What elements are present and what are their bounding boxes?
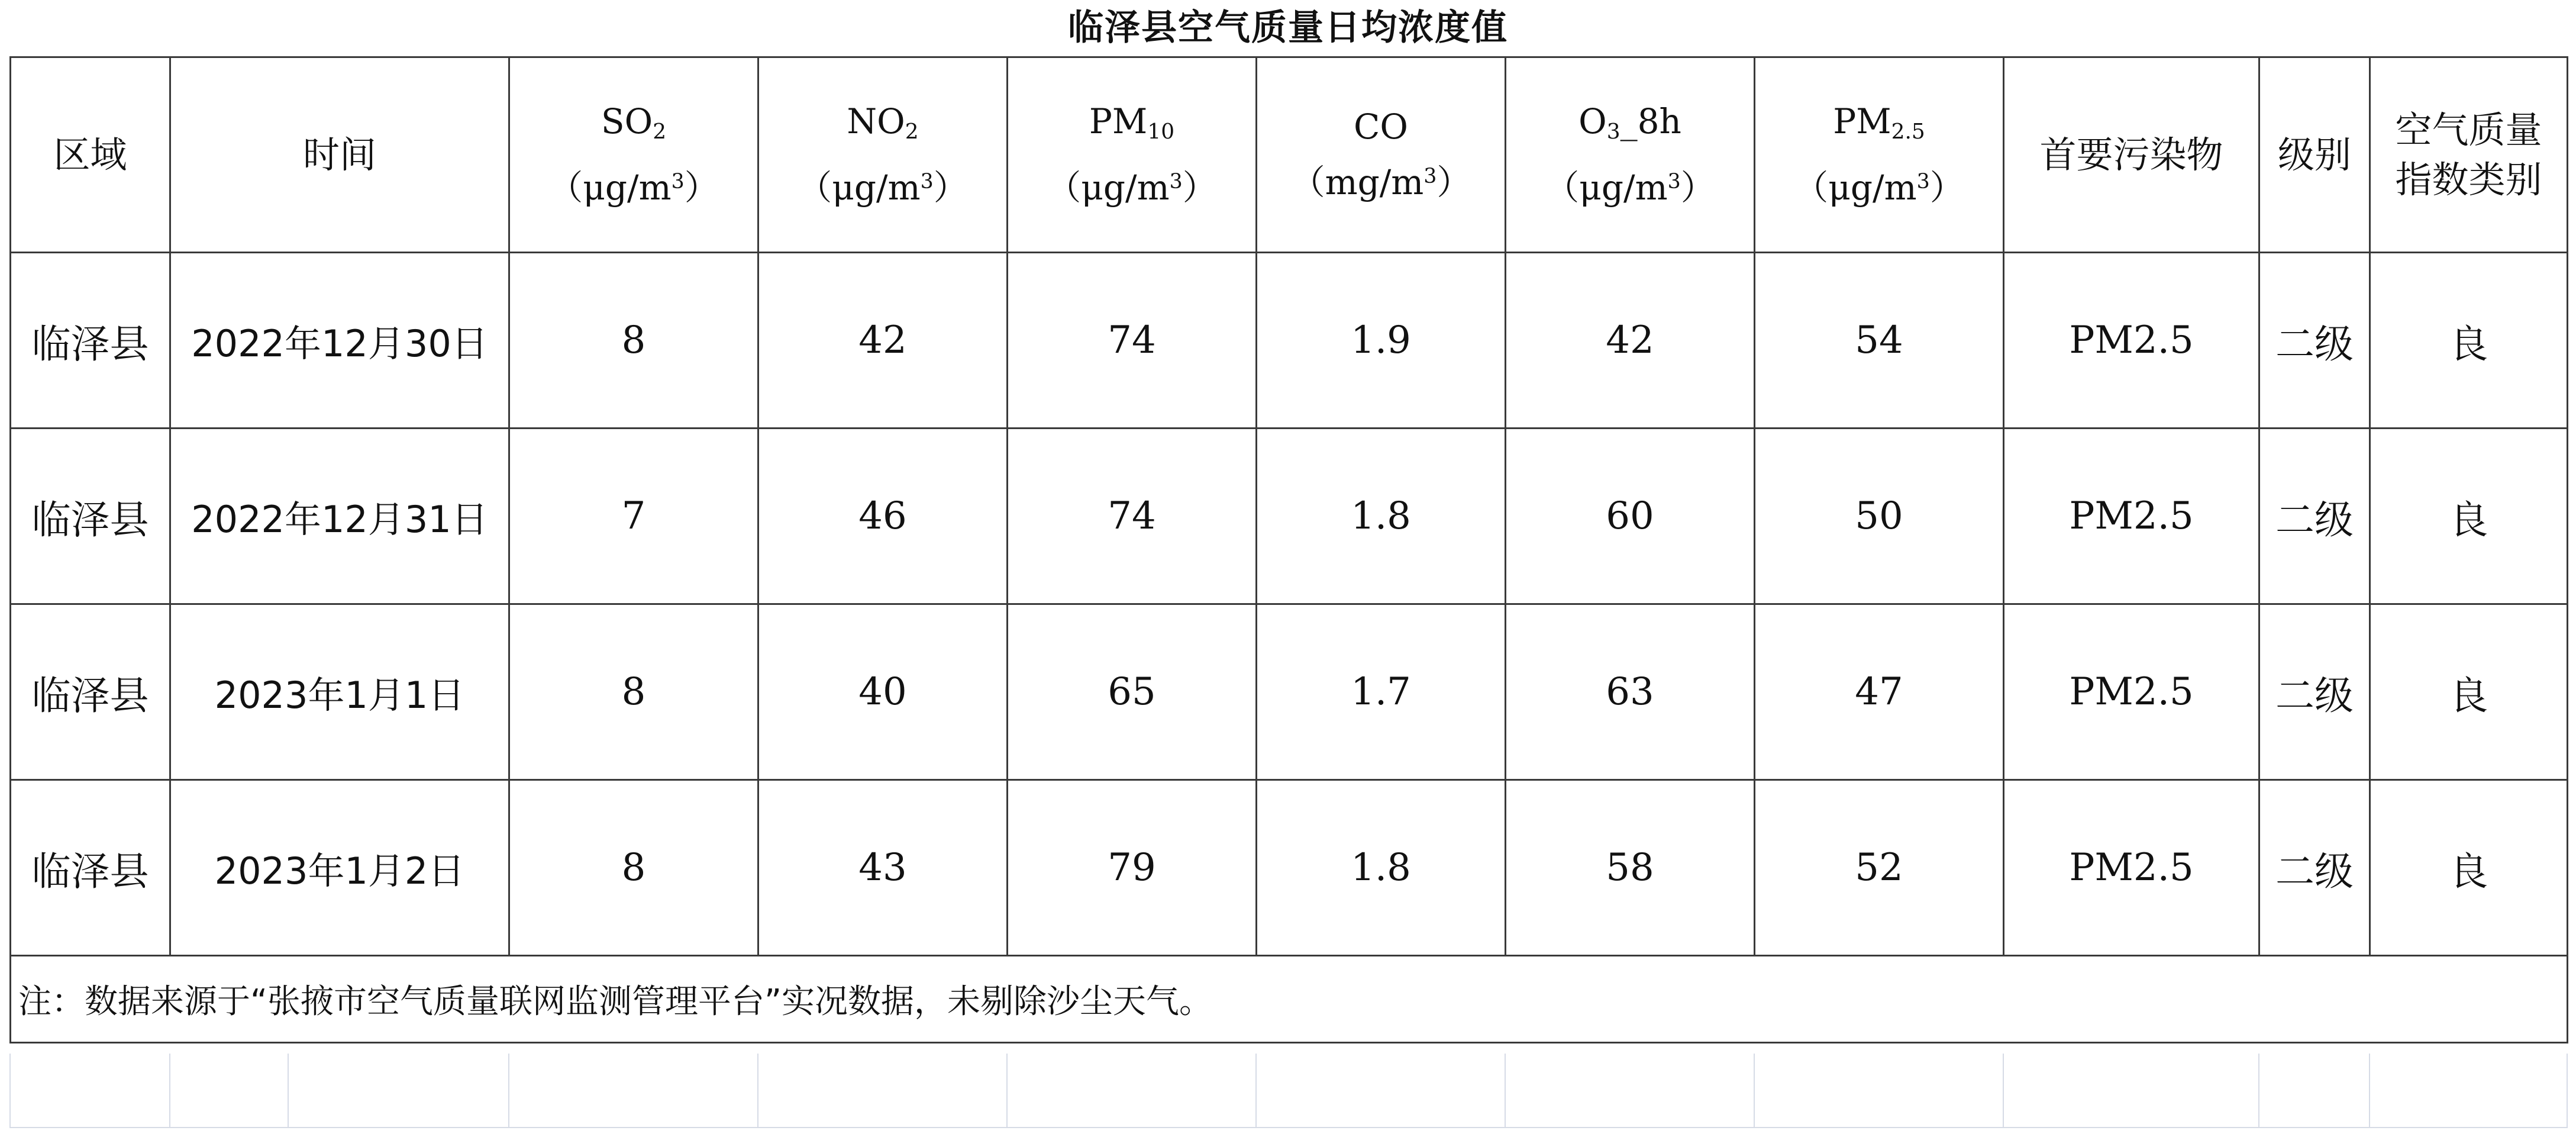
- cell-primary-pollutant: PM2.5: [2004, 253, 2259, 429]
- cell-level: 二级: [2259, 604, 2370, 780]
- cell-o3-8h: 60: [1506, 429, 1755, 604]
- page-title: 临泽县空气质量日均浓度值: [1068, 7, 1508, 49]
- empty-cell: [509, 1054, 758, 1128]
- cell-so2: 8: [509, 253, 758, 429]
- empty-cell: [1505, 1054, 1754, 1128]
- cell-no2: 46: [758, 429, 1008, 604]
- cell-so2: 8: [509, 780, 758, 956]
- table-row: [11, 429, 2568, 604]
- empty-cell: [1007, 1054, 1256, 1128]
- header-region: 区域: [11, 57, 170, 253]
- cell-region: 临泽县: [11, 429, 170, 604]
- cell-no2: 40: [758, 604, 1008, 780]
- cell-level: 二级: [2259, 429, 2370, 604]
- empty-cell: [10, 1054, 170, 1128]
- empty-cell: [288, 1054, 509, 1128]
- cell-time: 2023年1月1日: [170, 604, 509, 780]
- cell-pm10: 74: [1008, 429, 1257, 604]
- cell-primary-pollutant: PM2.5: [2004, 780, 2259, 956]
- cell-time: 2022年12月31日: [170, 429, 509, 604]
- cell-co: 1.8: [1257, 780, 1506, 956]
- header-time: 时间: [170, 57, 509, 253]
- header-no2: $NO_2$ $(\mu g/m^3)$: [758, 57, 1008, 253]
- cell-time: 2023年1月2日: [170, 780, 509, 956]
- header-o3-8h: $O_3\_8h$ $(\mu g/m^3)$: [1506, 57, 1755, 253]
- empty-cell: [758, 1054, 1007, 1128]
- cell-region: 临泽县: [11, 780, 170, 956]
- cell-pm25: 47: [1755, 604, 2004, 780]
- table-row: [11, 780, 2568, 956]
- table-row: [11, 253, 2568, 429]
- header-row: [11, 57, 2568, 253]
- cell-o3-8h: 63: [1506, 604, 1755, 780]
- header-co: CO $(mg/m^3)$: [1257, 57, 1506, 253]
- cell-pm10: 65: [1008, 604, 1257, 780]
- empty-cell: [1256, 1054, 1505, 1128]
- empty-cell: [1754, 1054, 2003, 1128]
- cell-pm10: 74: [1008, 253, 1257, 429]
- cell-co: 1.7: [1257, 604, 1506, 780]
- table-row: [11, 604, 2568, 780]
- cell-pm25: 52: [1755, 780, 2004, 956]
- cell-o3-8h: 58: [1506, 780, 1755, 956]
- cell-no2: 43: [758, 780, 1008, 956]
- cell-aqi-category: 良: [2370, 780, 2568, 956]
- header-aqi-category: 空气质量 指数类别: [2370, 57, 2568, 253]
- header-so2: $SO_2$ $(\mu g/m^3)$: [509, 57, 758, 253]
- cell-co: 1.9: [1257, 253, 1506, 429]
- cell-time: 2022年12月30日: [170, 253, 509, 429]
- cell-o3-8h: 42: [1506, 253, 1755, 429]
- cell-aqi-category: 良: [2370, 253, 2568, 429]
- cell-so2: 8: [509, 604, 758, 780]
- note-row: [11, 956, 2568, 1043]
- cell-no2: 42: [758, 253, 1008, 429]
- empty-cell: [2370, 1054, 2567, 1128]
- data-source-note: 注：数据来源于“张掖市空气质量联网监测管理平台”实况数据，未剔除沙尘天气。: [11, 956, 2568, 1043]
- cell-level: 二级: [2259, 253, 2370, 429]
- cell-pm10: 79: [1008, 780, 1257, 956]
- header-level: 级别: [2259, 57, 2370, 253]
- cell-aqi-category: 良: [2370, 429, 2568, 604]
- cell-primary-pollutant: PM2.5: [2004, 429, 2259, 604]
- empty-cell: [2259, 1054, 2370, 1128]
- cell-region: 临泽县: [11, 604, 170, 780]
- empty-cell: [170, 1054, 288, 1128]
- cell-so2: 7: [509, 429, 758, 604]
- header-primary-pollutant: 首要污染物: [2004, 57, 2259, 253]
- cell-aqi-category: 良: [2370, 604, 2568, 780]
- empty-grid-row: [9, 1054, 2568, 1128]
- header-pm10: $PM_{10}$ $(\mu g/m^3)$: [1008, 57, 1257, 253]
- empty-cell: [2003, 1054, 2259, 1128]
- cell-primary-pollutant: PM2.5: [2004, 604, 2259, 780]
- cell-pm25: 54: [1755, 253, 2004, 429]
- cell-level: 二级: [2259, 780, 2370, 956]
- header-pm25: $PM_{2.5}$ $(\mu g/m^3)$: [1755, 57, 2004, 253]
- air-quality-table: [9, 56, 2568, 1043]
- cell-pm25: 50: [1755, 429, 2004, 604]
- cell-co: 1.8: [1257, 429, 1506, 604]
- cell-region: 临泽县: [11, 253, 170, 429]
